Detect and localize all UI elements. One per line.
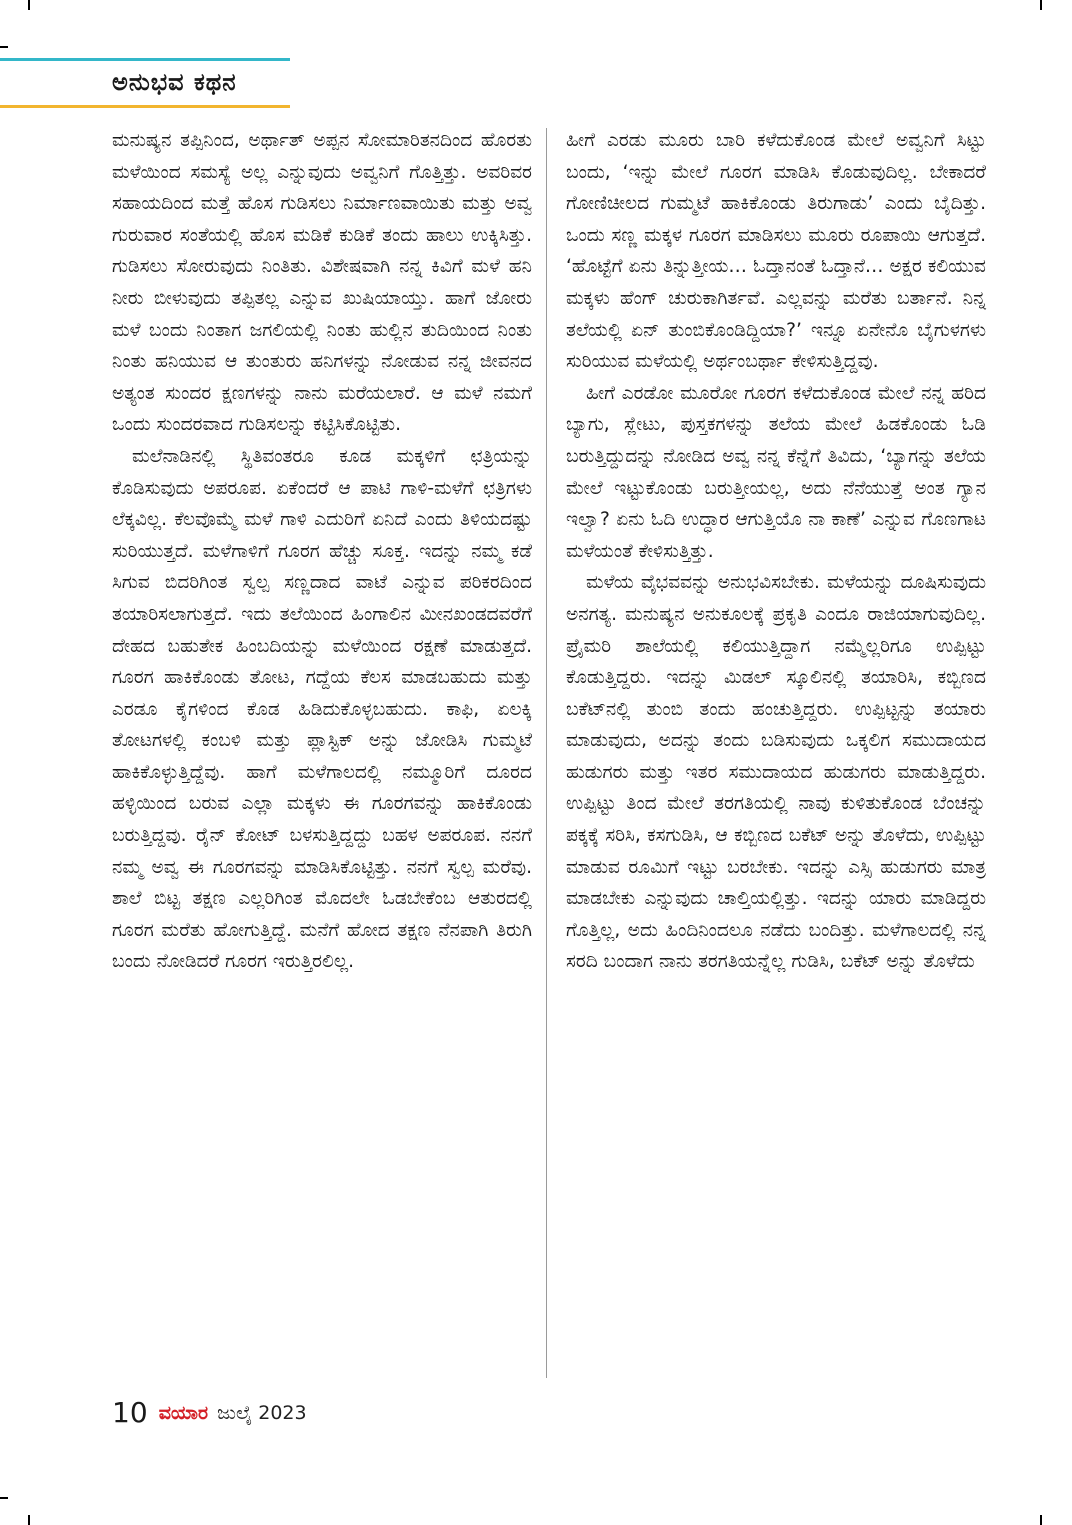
crop-mark: [1040, 1515, 1042, 1525]
article-column-left: [112, 125, 532, 978]
paragraph: ಮಳೆಯ ವೈಭವವನ್ನು ಅನುಭವಿಸಬೇಕು. ಮಳೆಯನ್ನು ದೂಷಿಸುವುದು ಅನಗತ್ಯ. ಮನುಷ್ಯನ ಅನುಕೂಲಕ್ಕೆ ಪ್ರಕೃತಿ ಎಂದೂ ರಾಜಿಯಾಗುವುದಿಲ್ಲ. ಪ್ರೈಮರಿ ಶಾಲೆಯಲ್ಲಿ ಕಲಿಯುತ್ತಿದ್ದಾಗ ನಮ್ಮೆಲ್ಲರಿಗೂ ಉಪ್ಪಿಟ್ಟು ಕೊಡುತ್ತಿದ್ದರು. ಇದನ್ನು ಮಿಡಲ್ ಸ್ಕೂಲಿನಲ್ಲಿ ತಯಾರಿಸಿ, ಕಬ್ಬಿಣದ ಬಕೆಟ್‌ನಲ್ಲಿ ತುಂಬಿ ತಂದು ಹಂಚುತ್ತಿದ್ದರು. ಉಪ್ಪಿಟ್ಟನ್ನು ತಯಾರು ಮಾಡುವುದು, ಅದನ್ನು ತಂದು ಬಡಿಸುವುದು ಒಕ್ಕಲಿಗ ಸಮುದಾಯದ ಹುಡುಗರು ಮತ್ತು ಇತರ ಸಮುದಾಯದ ಹುಡುಗರು ಮಾಡುತ್ತಿದ್ದರು. ಉಪ್ಪಿಟ್ಟು ತಿಂದ ಮೇಲೆ ತರಗತಿಯಲ್ಲಿ ನಾವು ಕುಳಿತುಕೊಂಡ ಬೆಂಚನ್ನು ಪಕ್ಕಕ್ಕೆ ಸರಿಸಿ, ಕಸಗುಡಿಸಿ, ಆ ಕಬ್ಬಿಣದ ಬಕೆಟ್ ಅನ್ನು ತೊಳೆದು, ಉಪ್ಪಿಟ್ಟು ಮಾಡುವ ರೂಮಿಗೆ ಇಟ್ಟು ಬರಬೇಕು. ಇದನ್ನು ಎಸ್ಸಿ ಹುಡುಗರು ಮಾತ್ರ ಮಾಡಬೇಕು ಎನ್ನುವುದು ಚಾಲ್ತಿಯಲ್ಲಿತ್ತು. ಇದನ್ನು ಯಾರು ಮಾಡಿದ್ದರು ಗೊತ್ತಿಲ್ಲ, ಅದು ಹಿಂದಿನಿಂದಲೂ ನಡೆದು ಬಂದಿತ್ತು. ಮಳೆಗಾಲದಲ್ಲಿ ನನ್ನ ಸರದಿ ಬಂದಾಗ ನಾನು ತರಗತಿಯನ್ನೆಲ್ಲ ಗುಡಿಸಿ, ಬಕೆಟ್ ಅನ್ನು ತೊಳೆದು: [566, 572, 986, 973]
crop-mark: [28, 1515, 30, 1525]
paragraph: ಮನುಷ್ಯನ ತಪ್ಪಿನಿಂದ, ಅರ್ಥಾತ್ ಅಪ್ಪನ ಸೋಮಾರಿತನದಿಂದ ಹೊರತು ಮಳೆಯಿಂದ ಸಮಸ್ಯೆ ಅಲ್ಲ ಎನ್ನುವುದು ಅವ್ವನಿಗೆ ಗೊತ್ತಿತ್ತು. ಅವರಿವರ ಸಹಾಯದಿಂದ ಮತ್ತೆ ಹೊಸ ಗುಡಿಸಲು ನಿರ್ಮಾಣವಾಯಿತು ಮತ್ತು ಅವ್ವ ಗುರುವಾರ ಸಂತೆಯಲ್ಲಿ ಹೊಸ ಮಡಿಕೆ ಕುಡಿಕೆ ತಂದು ಹಾಲು ಉಕ್ಕಿಸಿತ್ತು. ಗುಡಿಸಲು ಸೋರುವುದು ನಿಂತಿತು. ವಿಶೇಷವಾಗಿ ನನ್ನ ಕಿವಿಗೆ ಮಳೆ ಹನಿ ನೀರು ಬೀಳುವುದು ತಪ್ಪಿತಲ್ಲ ಎನ್ನುವ ಖುಷಿಯಾಯ್ತು. ಹಾಗೆ ಜೋರು ಮಳೆ ಬಂದು ನಿಂತಾಗ ಜಗಲಿಯಲ್ಲಿ ನಿಂತು ಹುಲ್ಲಿನ ತುದಿಯಿಂದ ನಿಂತು ನಿಂತು ಹನಿಯುವ ಆ ತುಂತುರು ಹನಿಗಳನ್ನು ನೋಡುವ ನನ್ನ ಜೀವನದ ಅತ್ಯಂತ ಸುಂದರ ಕ್ಷಣಗಳನ್ನು ನಾನು ಮರೆಯಲಾರೆ. ಆ ಮಳೆ ನಮಗೆ ಒಂದು ಸುಂದರವಾದ ಗುಡಿಸಲನ್ನು ಕಟ್ಟಿಸಿಕೊಟ್ಟಿತು.: [112, 130, 532, 436]
crop-mark: [1040, 0, 1042, 10]
crop-mark: [0, 1497, 8, 1499]
page-footer: [112, 1396, 307, 1430]
crop-mark: [0, 46, 8, 48]
page-number: 10: [112, 1396, 148, 1429]
paragraph: ಹೀಗೆ ಎರಡೋ ಮೂರೋ ಗೂರಗ ಕಳೆದುಕೊಂಡ ಮೇಲೆ ನನ್ನ ಹರಿದ ಬ್ಯಾಗು, ಸ್ಲೇಟು, ಪುಸ್ತಕಗಳನ್ನು ತಲೆಯ ಮೇಲೆ ಹಿಡಕೊಂಡು ಓಡಿ ಬರುತ್ತಿದ್ದುದನ್ನು ನೋಡಿದ ಅವ್ವ ನನ್ನ ಕೆನ್ನೆಗೆ ತಿವಿದು, ‘ಬ್ಯಾಗನ್ನು ತಲೆಯ ಮೇಲೆ ಇಟ್ಟುಕೊಂಡು ಬರುತ್ತೀಯಲ್ಲ, ಅದು ನೆನೆಯುತ್ತೆ ಅಂತ ಗ್ಯಾನ ಇಲ್ವಾ? ಏನು ಓದಿ ಉದ್ಧಾರ ಆಗುತ್ತಿಯೊ ನಾ ಕಾಣೆ’ ಎನ್ನುವ ಗೊಣಗಾಟ ಮಳೆಯಂತೆ ಕೇಳಿಸುತ್ತಿತ್ತು.: [566, 382, 986, 562]
section-title: ಅನುಭವ ಕಥನ: [112, 68, 237, 96]
section-header: [0, 58, 290, 108]
issue-date: ಜುಲೈ 2023: [217, 1401, 307, 1424]
column-divider: [546, 128, 547, 1378]
paragraph: ಹೀಗೆ ಎರಡು ಮೂರು ಬಾರಿ ಕಳೆದುಕೊಂಡ ಮೇಲೆ ಅವ್ವನಿಗೆ ಸಿಟ್ಟು ಬಂದು, ‘ಇನ್ನು ಮೇಲೆ ಗೂರಗ ಮಾಡಿಸಿ ಕೊಡುವುದಿಲ್ಲ. ಬೇಕಾದರೆ ಗೋಣಿಚೀಲದ ಗುಮ್ಮಟೆ ಹಾಕಿಕೊಂಡು ತಿರುಗಾಡು’ ಎಂದು ಬೈದಿತ್ತು. ಒಂದು ಸಣ್ಣ ಮಕ್ಕಳ ಗೂರಗ ಮಾಡಿಸಲು ಮೂರು ರೂಪಾಯಿ ಆಗುತ್ತದೆ. ‘ಹೊಟ್ಟೆಗೆ ಏನು ತಿನ್ನುತ್ತೀಯ… ಓದ್ತಾನಂತೆ ಓದ್ತಾನೆ… ಅಕ್ಷರ ಕಲಿಯುವ ಮಕ್ಕಳು ಹೆಂಗ್ ಚುರುಕಾಗಿರ್ತವೆ. ಎಲ್ಲವನ್ನು ಮರೆತು ಬರ್ತಾನೆ. ನಿನ್ನ ತಲೆಯಲ್ಲಿ ಏನ್ ತುಂಬಿಕೊಂಡಿದ್ದಿಯಾ?’ ಇನ್ನೂ ಏನೇನೊ ಬೈಗುಳಗಳು ಸುರಿಯುವ ಮಳೆಯಲ್ಲಿ ಅರ್ಥಂಬರ್ಥಾ ಕೇಳಿಸುತ್ತಿದ್ದವು.: [566, 130, 986, 373]
magazine-logo: ವಯಾರ: [158, 1401, 209, 1424]
article-column-right: [566, 125, 986, 978]
header-rule-bottom: [0, 105, 290, 108]
paragraph: ಮಲೆನಾಡಿನಲ್ಲಿ ಸ್ಥಿತಿವಂತರೂ ಕೂಡ ಮಕ್ಕಳಿಗೆ ಛತ್ರಿಯನ್ನು ಕೊಡಿಸುವುದು ಅಪರೂಪ. ಏಕೆಂದರೆ ಆ ಪಾಟಿ ಗಾಳಿ-ಮಳೆಗೆ ಛತ್ರಿಗಳು ಲೆಕ್ಕವಿಲ್ಲ. ಕೆಲವೊಮ್ಮೆ ಮಳೆ ಗಾಳಿ ಎದುರಿಗೆ ಏನಿದೆ ಎಂದು ತಿಳಿಯದಷ್ಟು ಸುರಿಯುತ್ತದೆ. ಮಳೆಗಾಳಿಗೆ ಗೂರಗ ಹೆಚ್ಚು ಸೂಕ್ತ. ಇದನ್ನು ನಮ್ಮ ಕಡೆ ಸಿಗುವ ಬಿದರಿಗಿಂತ ಸ್ವಲ್ಪ ಸಣ್ಣದಾದ ವಾಟೆ ಎನ್ನುವ ಪರಿಕರದಿಂದ ತಯಾರಿಸಲಾಗುತ್ತದೆ. ಇದು ತಲೆಯಿಂದ ಹಿಂಗಾಲಿನ ಮೀನಖಂಡದವರೆಗೆ ದೇಹದ ಬಹುತೇಕ ಹಿಂಬದಿಯನ್ನು ಮಳೆಯಿಂದ ರಕ್ಷಣೆ ಮಾಡುತ್ತದೆ. ಗೂರಗ ಹಾಕಿಕೊಂಡು ತೋಟ, ಗದ್ದೆಯ ಕೆಲಸ ಮಾಡಬಹುದು ಮತ್ತು ಎರಡೂ ಕೈಗಳಿಂದ ಕೊಡ ಹಿಡಿದುಕೊಳ್ಳಬಹುದು. ಕಾಫಿ, ಏಲಕ್ಕಿ ತೋಟಗಳಲ್ಲಿ ಕಂಬಳಿ ಮತ್ತು ಪ್ಲಾಸ್ಟಿಕ್ ಅನ್ನು ಜೋಡಿಸಿ ಗುಮ್ಮಟೆ ಹಾಕಿಕೊಳ್ಳುತ್ತಿದ್ದೆವು. ಹಾಗೆ ಮಳೆಗಾಲದಲ್ಲಿ ನಮ್ಮೂರಿಗೆ ದೂರದ ಹಳ್ಳಿಯಿಂದ ಬರುವ ಎಲ್ಲಾ ಮಕ್ಕಳು ಈ ಗೂರಗವನ್ನು ಹಾಕಿಕೊಂಡು ಬರುತ್ತಿದ್ದವು. ರೈನ್ ಕೋಟ್ ಬಳಸುತ್ತಿದ್ದದ್ದು ಬಹಳ ಅಪರೂಪ. ನನಗೆ ನಮ್ಮ ಅವ್ವ ಈ ಗೂರಗವನ್ನು ಮಾಡಿಸಿಕೊಟ್ಟಿತ್ತು. ನನಗೆ ಸ್ವಲ್ಪ ಮರೆವು. ಶಾಲೆ ಬಿಟ್ಟ ತಕ್ಷಣ ಎಲ್ಲರಿಗಿಂತ ಮೊದಲೇ ಓಡಬೇಕೆಂಬ ಆತುರದಲ್ಲಿ ಗೂರಗ ಮರೆತು ಹೋಗುತ್ತಿದ್ದೆ. ಮನೆಗೆ ಹೋದ ತಕ್ಷಣ ನೆನಪಾಗಿ ತಿರುಗಿ ಬಂದು ನೋಡಿದರೆ ಗೂರಗ ಇರುತ್ತಿರಲಿಲ್ಲ.: [112, 445, 532, 973]
crop-mark: [28, 0, 30, 10]
header-rule-top: [0, 58, 290, 61]
